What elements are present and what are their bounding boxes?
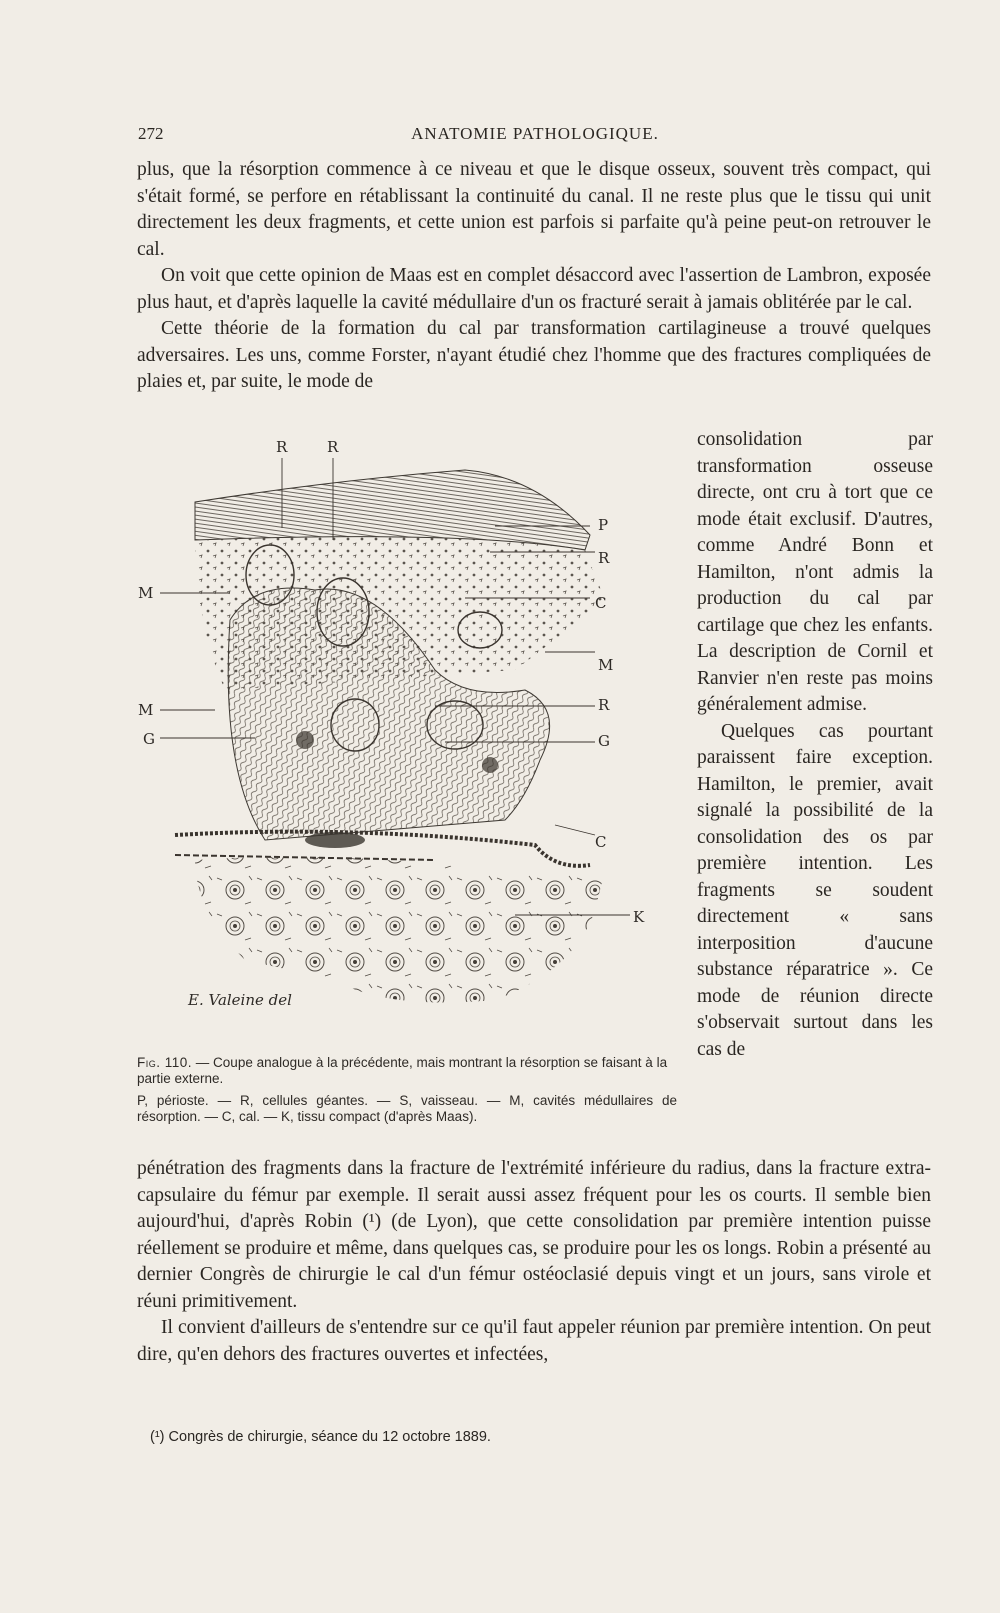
figure-number: Fig. 110. bbox=[137, 1055, 193, 1070]
paragraph: plus, que la résorption commence à ce niveau et que le disque osseux, souvent très compact, qui s'était formé, se perfore en rétablissant la continuité du canal. Il ne reste plus que le tissu qui unit directement les deux fragments, et cette union est parfois si parfaite qu'à peine peut-on retrouver le cal. bbox=[137, 159, 931, 260]
figure-label-C: C bbox=[595, 594, 607, 612]
histology-engraving bbox=[135, 440, 675, 1020]
figure-label-C: C bbox=[595, 833, 607, 851]
figure-label-G: G bbox=[598, 732, 610, 750]
body-text-right-column bbox=[697, 427, 933, 1063]
paragraph: Quelques cas pourtant paraissent faire exception. Hamilton, le premier, avait signalé la possibilité de la consolidation des os par première intention. Les fragments se soudent directement « sans interposition d'aucune substance réparatrice ». Ce mode de réunion directe s'observait surtout dans les cas de bbox=[697, 720, 933, 1060]
caption-title bbox=[137, 1055, 677, 1087]
page-number: 272 bbox=[138, 124, 164, 143]
footnote bbox=[150, 1428, 910, 1446]
paragraph: consolidation par transformation osseuse directe, ont cru à tort que ce mode était exclusif. D'autres, comme André Bonn et Hamilton, n'ont admis la production du cal par cartilage que chez les enfants. La description de Cornil et Ranvier n'en reste pas moins généralement admise. bbox=[697, 429, 933, 715]
paragraph: Cette théorie de la formation du cal par transformation cartilagineuse a trouvé quelques adversaires. Les uns, comme Forster, n'ayant étudié chez l'homme que des fractures compliquées de plaies et, par suite, le mode de bbox=[137, 318, 931, 392]
figure-label-R: R bbox=[276, 440, 288, 456]
figure-label-P: P bbox=[598, 516, 609, 534]
figure-label-K: K bbox=[633, 908, 645, 926]
illustrator-signature: E. Valeine del bbox=[188, 991, 292, 1009]
figure-label-G: G bbox=[143, 730, 155, 748]
footnote-text: Congrès de chirurgie, séance du 12 octobre 1889. bbox=[168, 1429, 491, 1445]
caption-text: — Coupe analogue à la précédente, mais montrant la résorption se faisant à la partie externe. bbox=[137, 1055, 668, 1086]
figure-label-M: M bbox=[138, 584, 154, 602]
figure-caption bbox=[137, 1055, 677, 1125]
footnote-mark: (¹) bbox=[150, 1429, 165, 1445]
running-header bbox=[138, 124, 932, 150]
paragraph: pénétration des fragments dans la fracture de l'extrémité inférieure du radius, dans la fracture extra-capsulaire du fémur par exemple. Il serait aussi assez fréquent pour les os courts. Il semble bien aujourd'hui, d'après Robin (¹) (de Lyon), que cette consolidation par première intention puisse réellement se produire et même, dans quelques cas, se produire pour les os longs. Robin a présenté au dernier Congrès de chirurgie le cal d'un fémur ostéoclasié depuis vingt et un jours, sans virole et réuni primitivement. bbox=[137, 1158, 931, 1312]
figure-label-R: R bbox=[598, 549, 610, 567]
body-text-bottom bbox=[137, 1156, 931, 1368]
body-text-top bbox=[137, 157, 931, 396]
running-title: ANATOMIE PATHOLOGIQUE. bbox=[411, 124, 659, 143]
figure-label-R: R bbox=[598, 696, 610, 714]
figure-label-R: R bbox=[327, 440, 339, 456]
figure-110-illustration bbox=[135, 440, 675, 1020]
paragraph: On voit que cette opinion de Maas est en complet désaccord avec l'assertion de Lambron, exposée plus haut, et d'après laquelle la cavité médullaire d'un os fracturé serait à jamais oblitérée par le cal. bbox=[137, 265, 931, 313]
paragraph: Il convient d'ailleurs de s'entendre sur ce qu'il faut appeler réunion par première intention. On peut dire, qu'en dehors des fractures ouvertes et infectées, bbox=[137, 1317, 931, 1365]
caption-legend: P, périoste. — R, cellules géantes. — S, vaisseau. — M, cavités médullaires de résorption. — C, cal. — K, tissu compact (d'après Maas). bbox=[137, 1093, 677, 1124]
figure-label-M: M bbox=[138, 701, 154, 719]
figure-label-M: M bbox=[598, 656, 614, 674]
